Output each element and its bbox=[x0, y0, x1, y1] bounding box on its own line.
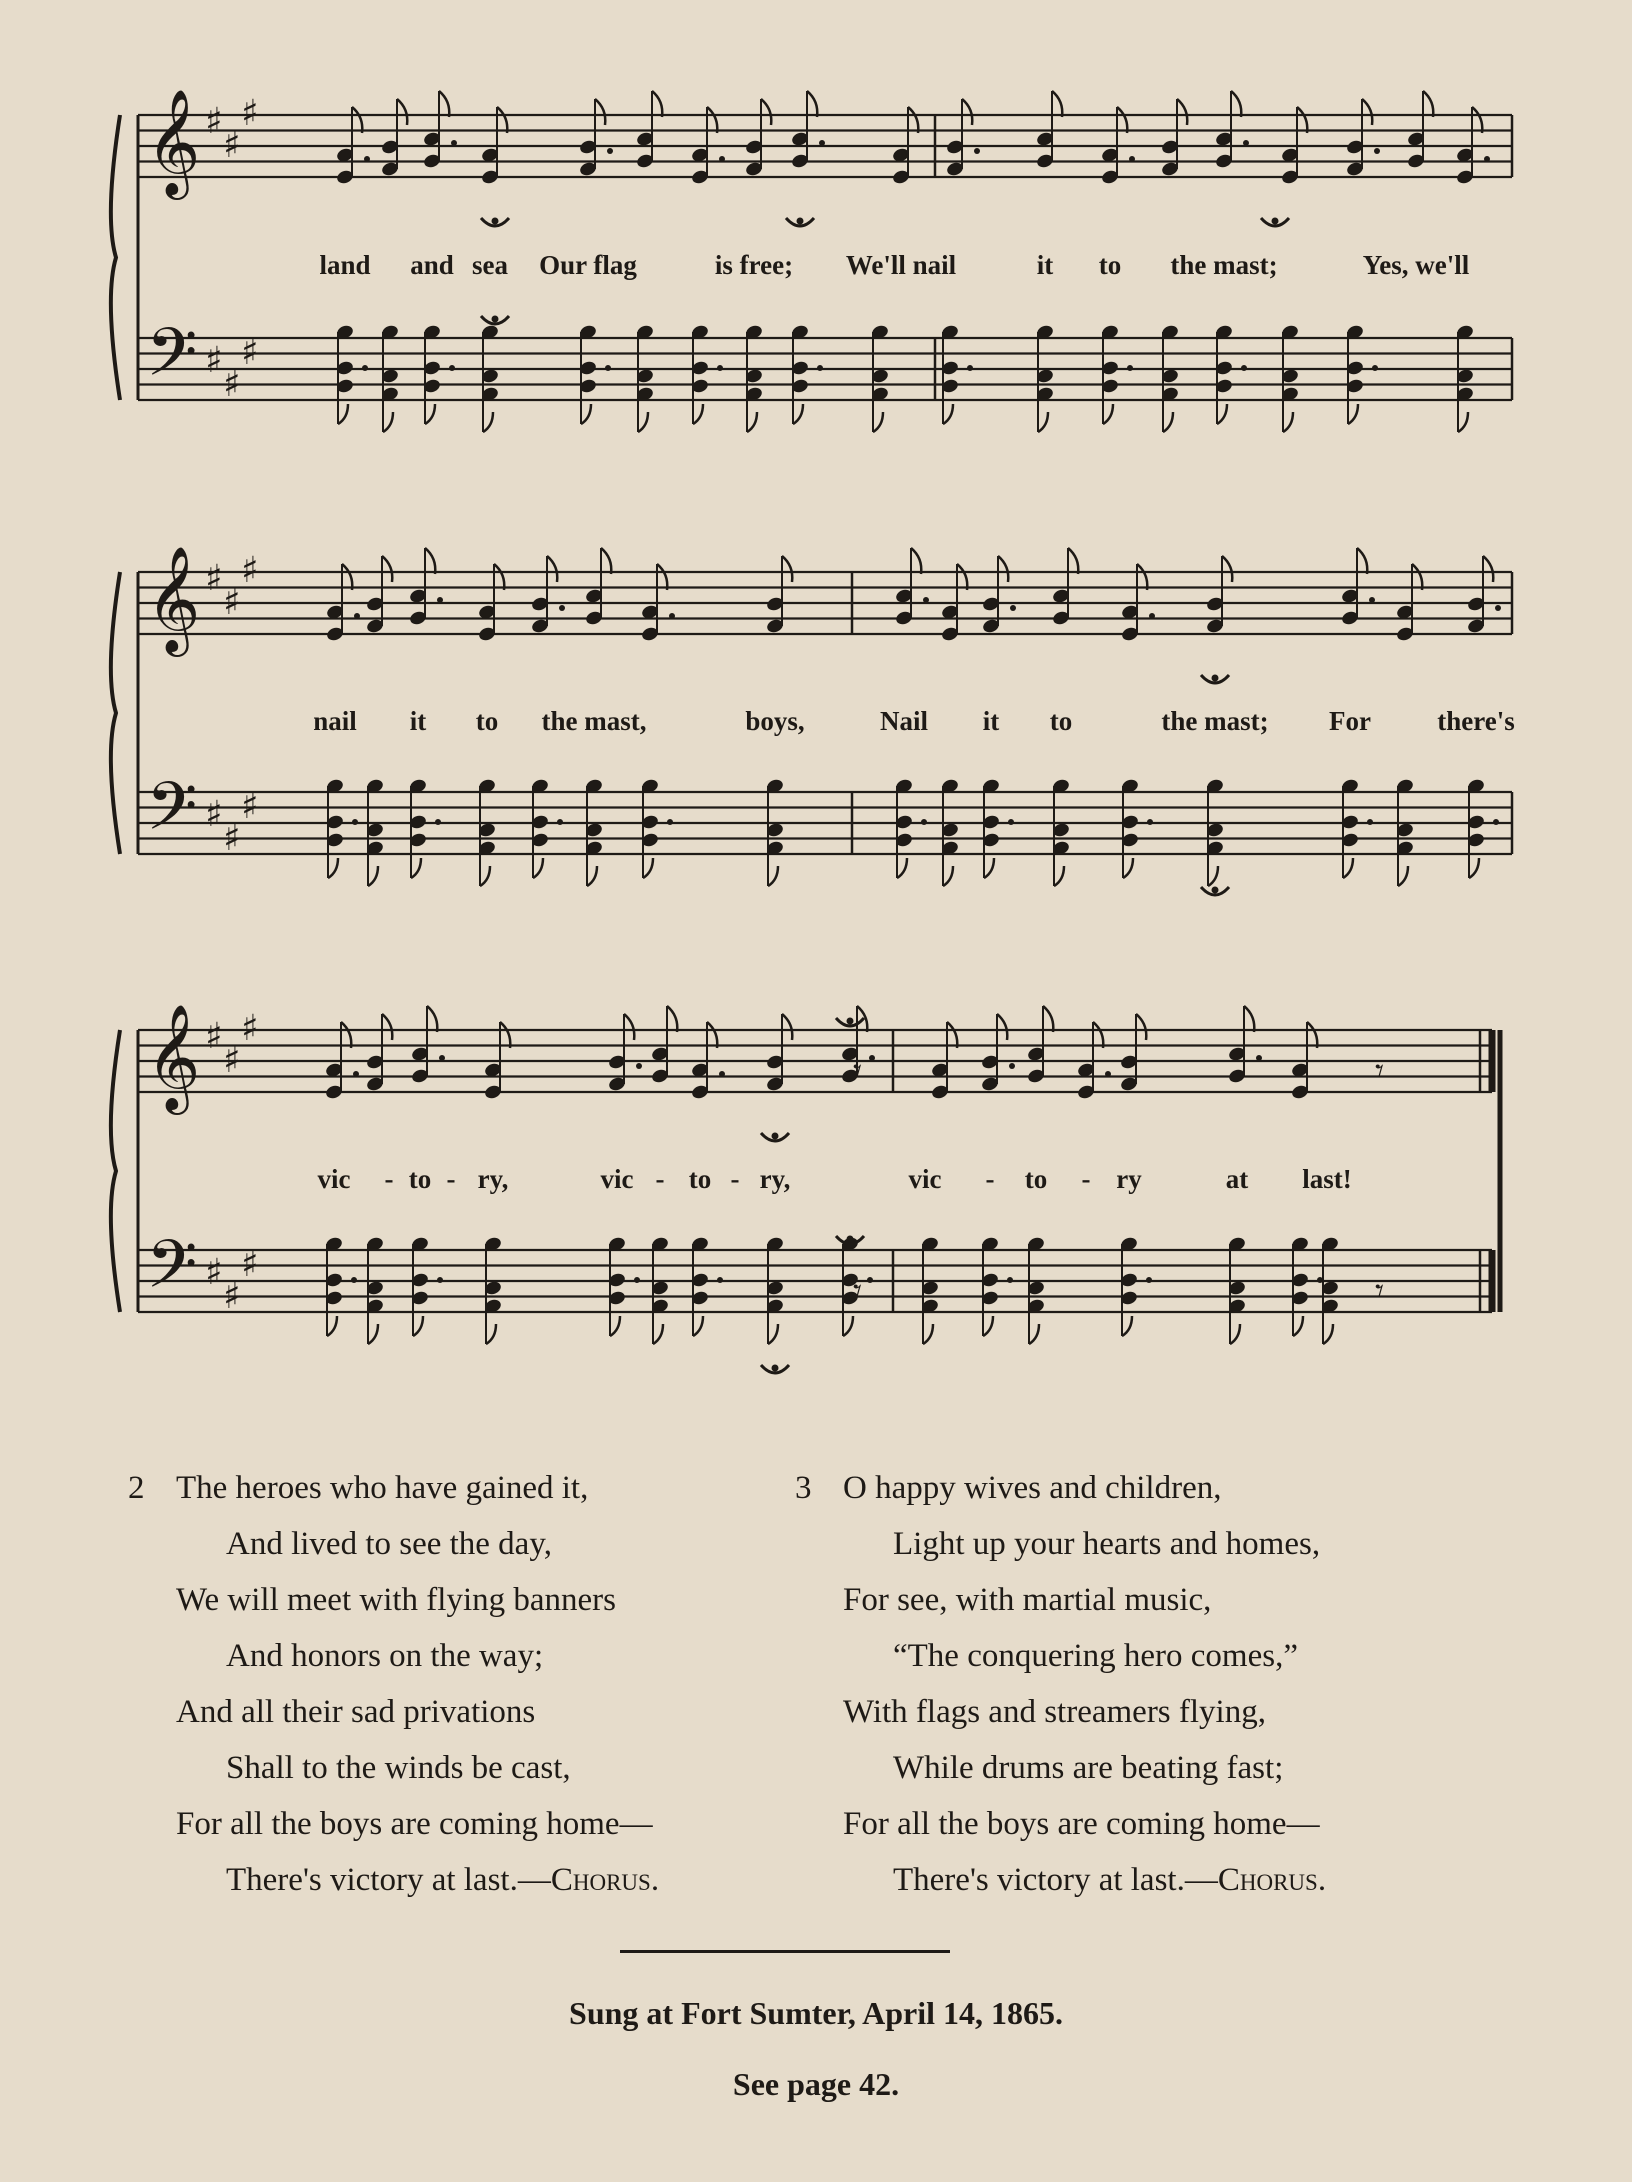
note-flag bbox=[500, 1022, 510, 1048]
dot bbox=[667, 819, 673, 825]
note-flag bbox=[383, 412, 393, 432]
dot bbox=[719, 1071, 725, 1077]
note-flag bbox=[486, 1324, 496, 1344]
dot bbox=[817, 365, 823, 371]
dot bbox=[1105, 1071, 1111, 1077]
note-flag bbox=[413, 1316, 423, 1336]
verse-line-text: And lived to see the day, bbox=[226, 1526, 552, 1562]
note-flag bbox=[693, 1316, 703, 1336]
note-flag bbox=[341, 1022, 351, 1048]
note-flag bbox=[1029, 1324, 1039, 1344]
bass-clef: 𝄢 bbox=[146, 314, 198, 407]
note-flag bbox=[1163, 412, 1173, 432]
lyric-syllable: is free; bbox=[714, 250, 794, 280]
lyric-syllable: to bbox=[688, 1164, 712, 1194]
lyric-syllable: it bbox=[1036, 250, 1054, 280]
note-flag bbox=[624, 1014, 634, 1040]
verse-line-text: With flags and streamers flying, bbox=[843, 1694, 1266, 1730]
lyric-syllable: - bbox=[1081, 1164, 1091, 1194]
verse-line-text: There's victory at last.— bbox=[226, 1862, 551, 1898]
verse-line bbox=[893, 1852, 1326, 1908]
note-flag bbox=[439, 91, 449, 117]
note-flag bbox=[610, 1316, 620, 1336]
lyric-syllable: land bbox=[319, 250, 371, 280]
dot bbox=[449, 365, 455, 371]
fermata-dot bbox=[1212, 887, 1219, 894]
lyric-syllable: vic bbox=[600, 1164, 634, 1194]
note-flag bbox=[1123, 858, 1133, 878]
note-flag bbox=[1230, 1324, 1240, 1344]
sharp-sign: ♯ bbox=[223, 1040, 241, 1081]
note-flag bbox=[984, 858, 994, 878]
lyrics-system-1 bbox=[0, 250, 1632, 290]
note-flag bbox=[1483, 556, 1493, 582]
lyric-syllable: ry bbox=[1116, 1164, 1142, 1194]
performance-note: Sung at Fort Sumter, April 14, 1865. bbox=[569, 1995, 1063, 2031]
sharp-sign: ♯ bbox=[223, 582, 241, 623]
note-flag bbox=[873, 412, 883, 432]
note-flag bbox=[793, 404, 803, 424]
note-flag bbox=[807, 91, 817, 117]
dot bbox=[439, 1055, 445, 1061]
sharp-sign: ♯ bbox=[223, 125, 241, 166]
dot bbox=[1147, 819, 1153, 825]
note-flag bbox=[1136, 1014, 1146, 1040]
lyric-syllable: nail bbox=[313, 706, 357, 736]
note-flag bbox=[1103, 404, 1113, 424]
note-flag bbox=[581, 404, 591, 424]
sharp-sign: ♯ bbox=[223, 364, 241, 405]
note-flag bbox=[997, 1014, 1007, 1040]
verse-line bbox=[176, 1572, 616, 1628]
fermata-dot bbox=[492, 218, 499, 225]
lyric-syllable: and bbox=[410, 250, 454, 280]
treble-clef: 𝄞 bbox=[146, 88, 201, 195]
note-flag bbox=[652, 91, 662, 117]
note-flag bbox=[497, 107, 507, 133]
dot bbox=[437, 1277, 443, 1283]
dot bbox=[1484, 156, 1490, 162]
dot bbox=[607, 148, 613, 154]
note-flag bbox=[480, 866, 490, 886]
dot bbox=[605, 365, 611, 371]
note-flag bbox=[1177, 99, 1187, 125]
note-flag bbox=[1093, 1022, 1103, 1048]
lyric-syllable: the mast; bbox=[1170, 250, 1278, 280]
note-flag bbox=[1398, 866, 1408, 886]
note-flag bbox=[707, 1022, 717, 1048]
note-flag bbox=[601, 548, 611, 574]
verse-line bbox=[843, 1684, 1266, 1740]
note-flag bbox=[693, 404, 703, 424]
dot bbox=[1369, 597, 1375, 603]
note-flag bbox=[328, 858, 338, 878]
verse-line-text: “The conquering hero comes,” bbox=[893, 1638, 1298, 1674]
verse-line bbox=[843, 1572, 1211, 1628]
dot bbox=[967, 365, 973, 371]
note-flag bbox=[998, 556, 1008, 582]
note-flag bbox=[1293, 1316, 1303, 1336]
dot bbox=[1009, 1063, 1015, 1069]
sharp-sign: ♯ bbox=[241, 1244, 259, 1285]
sharp-sign: ♯ bbox=[205, 558, 223, 599]
dot bbox=[362, 365, 368, 371]
lyric-syllable: boys, bbox=[745, 706, 805, 736]
lyric-syllable: at bbox=[1225, 1164, 1249, 1194]
fermata-dot bbox=[772, 1365, 779, 1372]
treble-clef: 𝄞 bbox=[146, 1003, 201, 1110]
note-flag bbox=[1283, 412, 1293, 432]
note-flag bbox=[1117, 107, 1127, 133]
fermata-dot bbox=[1212, 675, 1219, 682]
sharp-sign: ♯ bbox=[205, 1252, 223, 1293]
note-flag bbox=[587, 866, 597, 886]
note-flag bbox=[338, 404, 348, 424]
note-flag bbox=[342, 564, 352, 590]
note-flag bbox=[1208, 866, 1218, 886]
dot bbox=[1146, 1277, 1152, 1283]
note-flag bbox=[1297, 107, 1307, 133]
note-flag bbox=[368, 1324, 378, 1344]
lyric-syllable: the mast; bbox=[1161, 706, 1269, 736]
fermata-dot bbox=[797, 218, 804, 225]
note-flag bbox=[1423, 91, 1433, 117]
verse-line bbox=[226, 1852, 659, 1908]
dot bbox=[869, 1055, 875, 1061]
verse-line bbox=[226, 1628, 543, 1684]
note-flag bbox=[1043, 1006, 1053, 1032]
note-flag bbox=[1362, 99, 1372, 125]
dot bbox=[669, 613, 675, 619]
dot bbox=[557, 819, 563, 825]
treble-clef: 𝄞 bbox=[146, 545, 201, 652]
note-flag bbox=[1469, 858, 1479, 878]
sharp-sign: ♯ bbox=[223, 818, 241, 859]
note-flag bbox=[1068, 548, 1078, 574]
note-flag bbox=[494, 564, 504, 590]
dot bbox=[1149, 613, 1155, 619]
divider-rule bbox=[620, 1950, 950, 1953]
dot bbox=[559, 605, 565, 611]
dot bbox=[437, 597, 443, 603]
note-flag bbox=[747, 412, 757, 432]
fermata-dot bbox=[772, 1133, 779, 1140]
note-flag bbox=[397, 99, 407, 125]
dot bbox=[719, 156, 725, 162]
verse-line-text: Shall to the winds be cast, bbox=[226, 1750, 571, 1786]
lyric-syllable: vic bbox=[908, 1164, 942, 1194]
verse-line bbox=[176, 1460, 588, 1516]
dot bbox=[867, 1277, 873, 1283]
dot bbox=[717, 365, 723, 371]
lyric-syllable: there's bbox=[1437, 706, 1515, 736]
dot bbox=[1129, 156, 1135, 162]
sharp-sign: ♯ bbox=[241, 550, 259, 591]
fermata-dot bbox=[847, 1018, 854, 1025]
lyric-syllable: - bbox=[655, 1164, 665, 1194]
dot bbox=[636, 1063, 642, 1069]
verse-line bbox=[176, 1796, 653, 1852]
dot bbox=[1256, 1055, 1262, 1061]
dot bbox=[364, 156, 370, 162]
sharp-sign: ♯ bbox=[205, 1016, 223, 1057]
note-flag bbox=[1343, 858, 1353, 878]
dot bbox=[974, 148, 980, 154]
verse-line-text: While drums are beating fast; bbox=[893, 1750, 1284, 1786]
verse-line bbox=[843, 1460, 1222, 1516]
verse-line bbox=[226, 1740, 571, 1796]
eighth-rest: 𝄾 bbox=[1375, 1271, 1385, 1311]
dot bbox=[1495, 605, 1501, 611]
note-flag bbox=[897, 858, 907, 878]
lyric-syllable: - bbox=[985, 1164, 995, 1194]
note-flag bbox=[761, 99, 771, 125]
lyrics-system-2 bbox=[0, 706, 1632, 746]
lyric-syllable: ry, bbox=[759, 1164, 791, 1194]
note-flag bbox=[657, 564, 667, 590]
lyric-syllable: it bbox=[409, 706, 427, 736]
verse-line-text: Light up your hearts and homes, bbox=[893, 1526, 1321, 1562]
lyrics-system-3 bbox=[0, 1164, 1632, 1204]
lyric-syllable: - bbox=[384, 1164, 394, 1194]
note-flag bbox=[843, 1316, 853, 1336]
note-flag bbox=[382, 556, 392, 582]
note-flag bbox=[908, 107, 918, 133]
verse-line bbox=[893, 1628, 1298, 1684]
lyric-syllable: the mast, bbox=[541, 706, 647, 736]
lyric-syllable: - bbox=[730, 1164, 740, 1194]
note-flag bbox=[1244, 1006, 1254, 1032]
sharp-sign: ♯ bbox=[241, 1008, 259, 1049]
verse-number: 2 bbox=[128, 1470, 145, 1506]
chorus-label: Chorus. bbox=[1217, 1862, 1327, 1898]
lyric-syllable: ry, bbox=[477, 1164, 509, 1194]
note-flag bbox=[923, 1324, 933, 1344]
note-flag bbox=[425, 404, 435, 424]
dot bbox=[1374, 148, 1380, 154]
note-flag bbox=[1323, 1324, 1333, 1344]
lyric-syllable: Nail bbox=[879, 706, 929, 736]
lyric-syllable: vic bbox=[317, 1164, 351, 1194]
dot bbox=[1008, 819, 1014, 825]
dot bbox=[354, 613, 360, 619]
sharp-sign: ♯ bbox=[241, 786, 259, 827]
note-flag bbox=[1054, 866, 1064, 886]
verse-line-text: O happy wives and children, bbox=[843, 1470, 1222, 1506]
note-flag bbox=[943, 404, 953, 424]
dot bbox=[1007, 1277, 1013, 1283]
lyric-syllable: last! bbox=[1302, 1164, 1352, 1194]
verse-line-text: And all their sad privations bbox=[176, 1694, 536, 1730]
bass-clef: 𝄢 bbox=[146, 1226, 198, 1319]
note-flag bbox=[1472, 107, 1482, 133]
verse-line-text: There's victory at last.— bbox=[893, 1862, 1218, 1898]
note-flag bbox=[638, 412, 648, 432]
note-flag bbox=[667, 1006, 677, 1032]
note-flag bbox=[947, 1022, 957, 1048]
verse-line-text: For all the boys are coming home— bbox=[176, 1806, 653, 1842]
note-flag bbox=[411, 858, 421, 878]
dot bbox=[1372, 365, 1378, 371]
note-flag bbox=[957, 564, 967, 590]
bass-clef: 𝄢 bbox=[146, 768, 198, 861]
dot bbox=[451, 140, 457, 146]
note-flag bbox=[911, 548, 921, 574]
sharp-sign: ♯ bbox=[241, 332, 259, 373]
lyric-syllable: Our flag bbox=[539, 250, 637, 280]
dot bbox=[1241, 365, 1247, 371]
lyric-syllable: to bbox=[408, 1164, 432, 1194]
dot bbox=[717, 1277, 723, 1283]
fermata-dot bbox=[1272, 218, 1279, 225]
verse-line-text: For see, with martial music, bbox=[843, 1582, 1212, 1618]
fermata-dot bbox=[847, 1236, 854, 1243]
verse-line-text: For all the boys are coming home— bbox=[843, 1806, 1320, 1842]
lyric-syllable: sea bbox=[472, 250, 508, 280]
verse-line bbox=[176, 1684, 535, 1740]
note-flag bbox=[782, 1014, 792, 1040]
note-flag bbox=[643, 858, 653, 878]
dot bbox=[1010, 605, 1016, 611]
eighth-rest: 𝄾 bbox=[853, 1051, 863, 1091]
note-flag bbox=[653, 1324, 663, 1344]
note-flag bbox=[1222, 556, 1232, 582]
note-flag bbox=[782, 556, 792, 582]
page-reference: See page 42. bbox=[732, 2066, 900, 2102]
dot bbox=[634, 1277, 640, 1283]
note-flag bbox=[707, 107, 717, 133]
fermata-dot bbox=[492, 316, 499, 323]
note-flag bbox=[1348, 404, 1358, 424]
note-flag bbox=[1357, 548, 1367, 574]
lyric-syllable: We'll nail bbox=[845, 250, 957, 280]
note-flag bbox=[425, 548, 435, 574]
sharp-sign: ♯ bbox=[205, 794, 223, 835]
sharp-sign: ♯ bbox=[223, 1276, 241, 1317]
verse-line-text: We will meet with flying banners bbox=[176, 1582, 616, 1618]
note-flag bbox=[1122, 1316, 1132, 1336]
lyric-syllable: Yes, we'll bbox=[1362, 250, 1470, 280]
chorus-label: Chorus. bbox=[550, 1862, 660, 1898]
dot bbox=[921, 819, 927, 825]
verse-line-text: The heroes who have gained it, bbox=[176, 1470, 589, 1506]
verse-number: 3 bbox=[795, 1470, 812, 1506]
note-flag bbox=[427, 1006, 437, 1032]
lyric-syllable: it bbox=[982, 706, 1000, 736]
note-flag bbox=[1137, 564, 1147, 590]
lyric-syllable: - bbox=[446, 1164, 456, 1194]
dot bbox=[1493, 819, 1499, 825]
note-flag bbox=[547, 556, 557, 582]
note-flag bbox=[768, 1324, 778, 1344]
note-flag bbox=[368, 866, 378, 886]
note-flag bbox=[1231, 91, 1241, 117]
note-flag bbox=[943, 866, 953, 886]
lyric-syllable: to bbox=[475, 706, 499, 736]
verse-line bbox=[226, 1516, 552, 1572]
note-flag bbox=[962, 99, 972, 125]
sharp-sign: ♯ bbox=[205, 101, 223, 142]
verse-line bbox=[893, 1740, 1283, 1796]
verse-line bbox=[843, 1796, 1320, 1852]
note-flag bbox=[382, 1014, 392, 1040]
dot bbox=[1367, 819, 1373, 825]
verse-line-text: And honors on the way; bbox=[226, 1638, 544, 1674]
eighth-rest: 𝄾 bbox=[853, 1271, 863, 1311]
note-flag bbox=[483, 412, 493, 432]
sharp-sign: ♯ bbox=[241, 93, 259, 134]
note-flag bbox=[327, 1316, 337, 1336]
note-flag bbox=[1038, 412, 1048, 432]
note-flag bbox=[1052, 91, 1062, 117]
verse-line bbox=[893, 1516, 1320, 1572]
dot bbox=[351, 1277, 357, 1283]
dot bbox=[352, 819, 358, 825]
note-flag bbox=[533, 858, 543, 878]
dot bbox=[1127, 365, 1133, 371]
lyric-syllable: For bbox=[1329, 706, 1371, 736]
note-flag bbox=[1307, 1022, 1317, 1048]
dot bbox=[819, 140, 825, 146]
dot bbox=[1243, 140, 1249, 146]
note-flag bbox=[768, 866, 778, 886]
note-flag bbox=[595, 99, 605, 125]
dot bbox=[435, 819, 441, 825]
lyric-syllable: to bbox=[1098, 250, 1122, 280]
sharp-sign: ♯ bbox=[205, 340, 223, 381]
note-flag bbox=[1412, 564, 1422, 590]
note-flag bbox=[352, 107, 362, 133]
lyric-syllable: to bbox=[1024, 1164, 1048, 1194]
note-flag bbox=[983, 1316, 993, 1336]
note-flag bbox=[1217, 404, 1227, 424]
eighth-rest: 𝄾 bbox=[1375, 1051, 1385, 1091]
dot bbox=[923, 597, 929, 603]
dot bbox=[353, 1071, 359, 1077]
note-flag bbox=[1458, 412, 1468, 432]
lyric-syllable: to bbox=[1049, 706, 1073, 736]
